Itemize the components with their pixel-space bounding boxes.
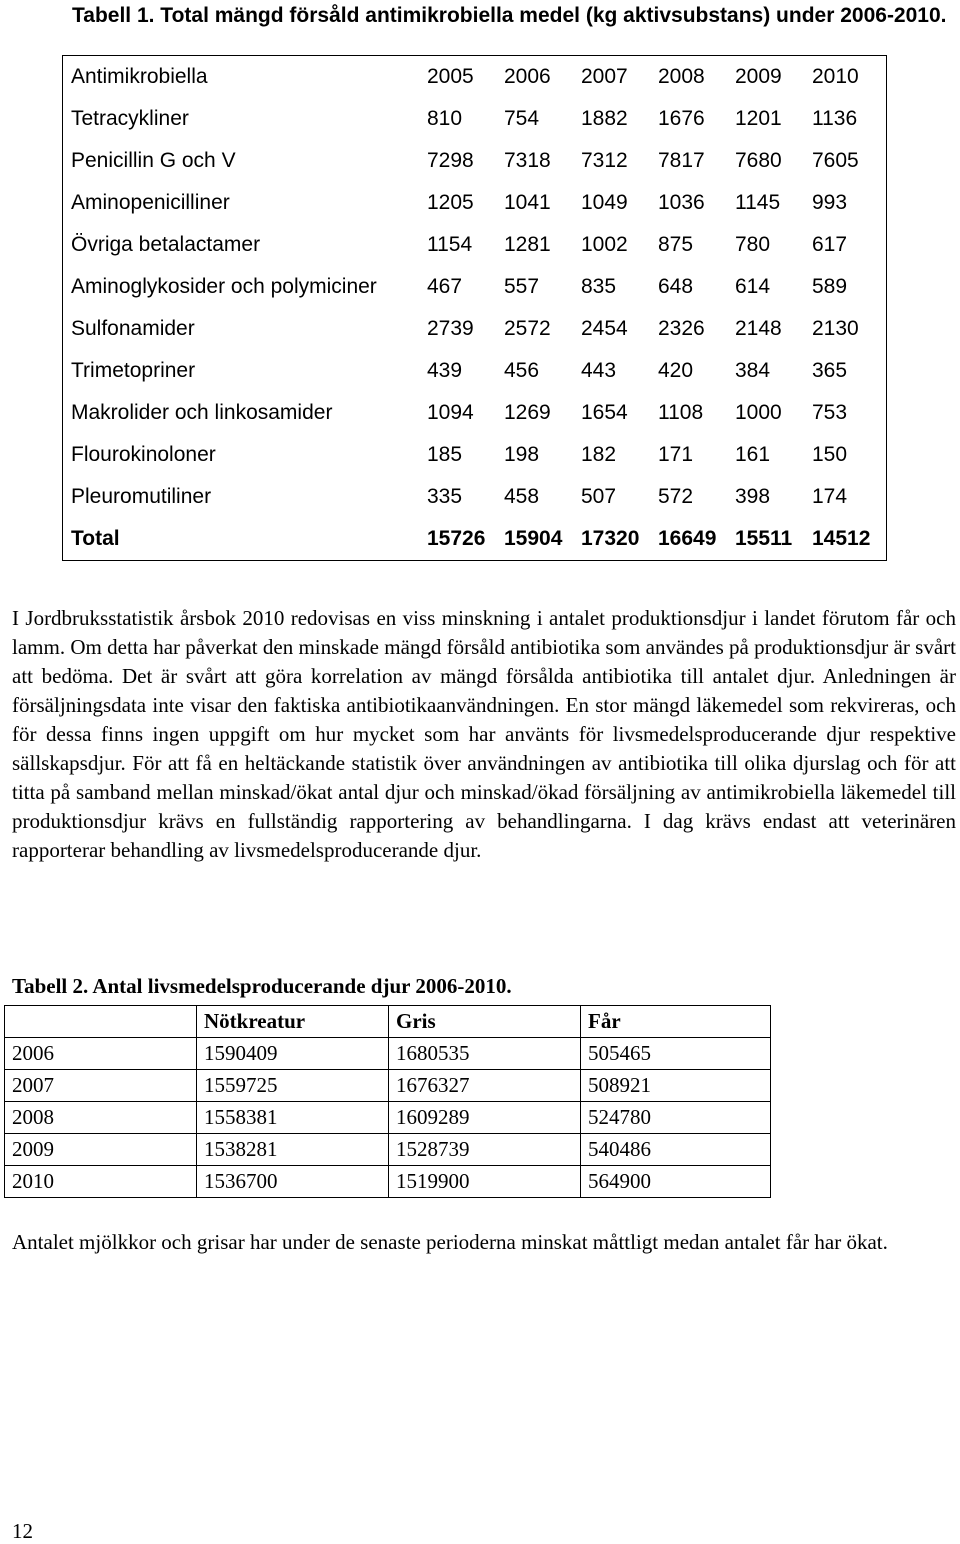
year-cell: 2008	[5, 1102, 197, 1134]
table-row	[63, 266, 887, 308]
value-cell: 15726	[419, 518, 496, 561]
value-cell: 540486	[581, 1134, 771, 1166]
table-header-row	[63, 56, 887, 99]
livestock-count-table	[4, 1005, 771, 1198]
value-cell: 398	[735, 485, 771, 508]
value-cell: 1676	[658, 107, 705, 130]
value-cell: 505465	[581, 1038, 771, 1070]
value-cell: 1536700	[197, 1166, 389, 1198]
value-cell: 198	[504, 443, 540, 466]
table-row	[63, 476, 887, 518]
table2-caption: Tabell 2. Antal livsmedelsproducerande djur 2006-2010.	[12, 974, 512, 998]
value-cell: 1145	[735, 191, 781, 214]
value-cell: 754	[504, 107, 540, 130]
header-cell: 2006	[496, 56, 573, 99]
value-cell: 7318	[504, 149, 551, 172]
value-cell: 1590409	[197, 1038, 389, 1070]
value-cell: 810	[427, 107, 463, 130]
value-cell: 1205	[427, 191, 474, 214]
value-cell: 458	[504, 485, 540, 508]
value-cell: 617	[804, 224, 887, 266]
table-row	[63, 98, 887, 140]
year-cell: 2010	[5, 1166, 197, 1198]
antimicrobial-sales-table	[62, 55, 887, 561]
value-cell: 2326	[658, 317, 705, 340]
value-cell: 185	[427, 443, 463, 466]
row-label-cell: Flourokinoloner	[63, 434, 420, 476]
header-cell: 2007	[573, 56, 650, 99]
value-cell: 557	[504, 275, 540, 298]
table-row	[63, 350, 887, 392]
header-cell: 2010	[804, 56, 887, 99]
value-cell: 1036	[658, 191, 705, 214]
header-cell: Antimikrobiella	[63, 56, 420, 99]
value-cell: 1041	[504, 191, 551, 214]
table-row	[5, 1134, 771, 1166]
value-cell: 150	[804, 434, 887, 476]
value-cell: 7312	[581, 149, 628, 172]
value-cell: 835	[581, 275, 617, 298]
value-cell: 1558381	[197, 1102, 389, 1134]
header-cell: 2008	[650, 56, 727, 99]
value-cell: 365	[804, 350, 887, 392]
value-cell: 753	[804, 392, 887, 434]
value-cell: 1049	[581, 191, 628, 214]
table1-body	[63, 98, 887, 561]
value-cell: 2572	[504, 317, 551, 340]
row-label-cell: Övriga betalactamer	[63, 224, 420, 266]
value-cell: 1201	[735, 107, 782, 130]
value-cell: 7298	[427, 149, 474, 172]
total-row	[63, 518, 887, 561]
value-cell: 15904	[496, 518, 573, 561]
value-cell: 2739	[427, 317, 474, 340]
value-cell: 384	[735, 359, 771, 382]
value-cell: 16649	[650, 518, 727, 561]
header-cell: 2005	[419, 56, 496, 99]
value-cell: 993	[804, 182, 887, 224]
value-cell: 17320	[573, 518, 650, 561]
table-header-row	[5, 1006, 771, 1038]
value-cell: 1108	[658, 401, 704, 424]
value-cell: 1609289	[389, 1102, 581, 1134]
row-label-cell: Aminoglykosider och polymiciner	[63, 266, 420, 308]
value-cell: 1154	[427, 233, 473, 256]
row-label-cell: Total	[63, 518, 420, 561]
value-cell: 1680535	[389, 1038, 581, 1070]
livestock-note: Antalet mjölkkor och grisar har under de senaste perioderna minskat måttligt medan antalet får har ökat.	[12, 1230, 888, 1254]
value-cell: 1654	[581, 401, 628, 424]
header-cell: Nötkreatur	[197, 1006, 389, 1038]
header-cell	[5, 1006, 197, 1038]
table-row	[63, 140, 887, 182]
value-cell: 467	[427, 275, 463, 298]
value-cell: 439	[427, 359, 463, 382]
value-cell: 572	[658, 485, 694, 508]
value-cell: 589	[804, 266, 887, 308]
value-cell: 456	[504, 359, 540, 382]
table-row	[5, 1070, 771, 1102]
year-cell: 2007	[5, 1070, 197, 1102]
value-cell: 7605	[804, 140, 887, 182]
value-cell: 1002	[581, 233, 628, 256]
value-cell: 7817	[658, 149, 705, 172]
body-paragraph: I Jordbruksstatistik årsbok 2010 redovisas en viss minskning i antalet produktionsdjur i landet förutom får och lamm. Om detta har påverkat den minskade mängd försåld antibiotika som användes på produktionsdjur är svårt att bedöma. Det är svårt att göra korrelation av mängd försålda antibiotika till antalet djur. Anledningen är försäljningsdata inte visar den faktiska antibiotikaanvändningen. En stor mängd läkemedel som rekvireras, och för dessa finns ingen uppgift om hur mycket som har använts för livsmedelsproducerande djur respektive sällskapsdjur. För att få en heltäckande statistik över användningen av antibiotika till olika djurslag och för att titta på samband mellan minskad/ökat antal djur och minskad/ökad försäljning av antimikrobiella läkemedel till produktionsdjur krävs en fullständig rapportering av behandlingarna. I dag krävs endast att veterinären rapporterar behandling av livsmedelsproducerande djur.	[12, 606, 956, 862]
value-cell: 1269	[504, 401, 551, 424]
page-number: 12	[12, 1519, 33, 1543]
table-row	[63, 182, 887, 224]
row-label-cell: Tetracykliner	[63, 98, 420, 140]
value-cell: 564900	[581, 1166, 771, 1198]
table-row	[63, 308, 887, 350]
value-cell: 420	[658, 359, 694, 382]
table-row	[63, 392, 887, 434]
value-cell: 875	[658, 233, 694, 256]
header-cell: Får	[581, 1006, 771, 1038]
table1-caption: Tabell 1. Total mängd försåld antimikrobiella medel (kg aktivsubstans) under 2006-2010.	[72, 4, 947, 27]
value-cell: 508921	[581, 1070, 771, 1102]
row-label-cell: Pleuromutiliner	[63, 476, 420, 518]
value-cell: 1538281	[197, 1134, 389, 1166]
table-row	[63, 434, 887, 476]
value-cell: 614	[735, 275, 771, 298]
row-label-cell: Sulfonamider	[63, 308, 420, 350]
year-cell: 2006	[5, 1038, 197, 1070]
row-label-cell: Penicillin G och V	[63, 140, 420, 182]
value-cell: 1559725	[197, 1070, 389, 1102]
value-cell: 2130	[804, 308, 887, 350]
value-cell: 1882	[581, 107, 628, 130]
value-cell: 1136	[804, 98, 887, 140]
row-label-cell: Aminopenicilliner	[63, 182, 420, 224]
table-row	[5, 1038, 771, 1070]
value-cell: 2454	[581, 317, 628, 340]
table-row	[5, 1102, 771, 1134]
row-label-cell: Trimetopriner	[63, 350, 420, 392]
value-cell: 780	[735, 233, 771, 256]
value-cell: 524780	[581, 1102, 771, 1134]
table-row	[63, 224, 887, 266]
value-cell: 335	[427, 485, 463, 508]
year-cell: 2009	[5, 1134, 197, 1166]
row-label-cell: Makrolider och linkosamider	[63, 392, 420, 434]
value-cell: 171	[658, 443, 694, 466]
value-cell: 14512	[804, 518, 887, 561]
value-cell: 1528739	[389, 1134, 581, 1166]
header-cell: Gris	[389, 1006, 581, 1038]
value-cell: 1094	[427, 401, 474, 424]
table2-body	[5, 1038, 771, 1198]
value-cell: 182	[581, 443, 617, 466]
header-cell: 2009	[727, 56, 804, 99]
value-cell: 7680	[735, 149, 782, 172]
table-row	[5, 1166, 771, 1198]
value-cell: 648	[658, 275, 694, 298]
value-cell: 507	[581, 485, 617, 508]
value-cell: 15511	[727, 518, 804, 561]
value-cell: 1676327	[389, 1070, 581, 1102]
value-cell: 443	[581, 359, 617, 382]
value-cell: 1519900	[389, 1166, 581, 1198]
value-cell: 2148	[735, 317, 782, 340]
value-cell: 174	[804, 476, 887, 518]
value-cell: 1000	[735, 401, 782, 424]
value-cell: 161	[735, 443, 771, 466]
value-cell: 1281	[504, 233, 551, 256]
